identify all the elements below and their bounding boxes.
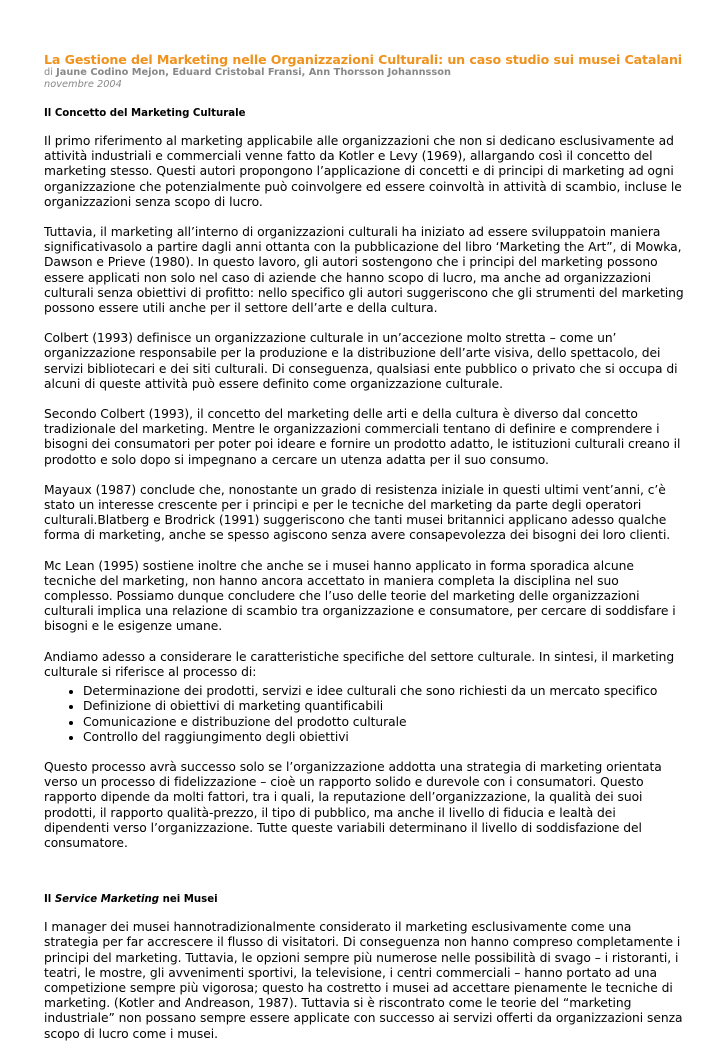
byline	[44, 67, 684, 79]
article-title: La Gestione del Marketing nelle Organizzazioni Culturali: un caso studio sui musei Catalani	[44, 52, 683, 67]
section-heading-service-marketing: Il Service Marketing nei Musei	[44, 894, 218, 906]
publication-date: novembre 2004	[44, 79, 122, 90]
paragraph: Colbert (1993) definisce un organizzazione culturale in un’accezione molto stretta – come un’ organizzazione responsabile per la produzione e la distribuzione dell’arte visiva, dello spettacolo, dei servizi bibliotecari e dei siti culturali. Di conseguenza, qualsiasi ente pubblico o privato che si occupa di alcuni di queste attività può essere definito come organizzazione culturale.	[44, 331, 678, 391]
list-item: • Definizione di obiettivi di marketing quantificabili	[83, 699, 684, 714]
list-item: • Controllo del raggiungimento degli obiettivi	[83, 730, 684, 745]
paragraph: Mc Lean (1995) sostiene inoltre che anche se i musei hanno applicato in forma sporadica alcune tecniche del marketing, non hanno ancora accettato in maniera completa la disciplina nel suo complesso. Possiamo dunque concludere che l’uso delle teorie del marketing delle organizzazioni culturali implica una relazione di scambio tra organizzazione e consumatore, per cercare di soddisfare i bisogni e le esigenze umane.	[44, 558, 676, 634]
paragraph: Questo processo avrà successo solo se l’organizzazione addotta una strategia di marketing orientata verso un processo di fidelizzazione – cioè un rapporto solido e durevole con i consumatori. Questo rapporto dipende da molti fattori, tra i quali, la reputazione dell’organizzazione, la qualità dei suoi prodotti, il rapporto qualità-prezzo, il tipo di pubblico, ma anche il livello di fiducia e lealtà dei dipendenti verso l’organizzazione. Tutte queste variabili determinano il livello di soddisfazione del consumatore.	[44, 759, 662, 850]
list-item: • Comunicazione e distribuzione del prodotto culturale	[83, 715, 684, 730]
paragraph: Andiamo adesso a considerare le caratteristiche specifiche del settore culturale. In sintesi, il marketing culturale si riferisce al processo di:	[44, 649, 675, 679]
paragraph: Tuttavia, il marketing all’interno di organizzazioni culturali ha iniziato ad essere sviluppatoin maniera significativasolo a partire dagli anni ottanta con la pubblicazione del libro ‘Marketing the Art”, di Mowka, Dawson e Prieve (1980). In questo lavoro, gli autori sostengono che i principi del marketing possono essere applicati non solo nel caso di aziende che hanno scopo di lucro, ma anche ad organizzazioni culturali senza obiettivi di profitto: nello specifico gli autori suggeriscono che gli strumenti del marketing possono essere utili anche per il settore dell’arte e della cultura.	[44, 225, 684, 316]
marketing-process-list	[44, 684, 684, 745]
paragraph: Il primo riferimento al marketing applicabile alle organizzazioni che non si dedicano esclusivamente ad attività industriali e commerciali venne fatto da Kotler e Levy (1969), allargando così il concetto del marketing stesso. Questi autori propongono l’applicazione di concetti e di principi di marketing ad ogni organizzazione che potenzialmente può coinvolgere ed essere coinvoltà in attività di scambio, incluse le organizzazioni senza scopo di lucro.	[44, 134, 682, 209]
section-heading-concept: Il Concetto del Marketing Culturale	[44, 108, 246, 119]
document-page	[44, 52, 684, 1042]
paragraph: I manager dei musei hannotradizionalmente considerato il marketing esclusivamente come una strategia per far accrescere il flusso di visitatori. Di conseguenza non hanno compreso completamente i principi del marketing. Tuttavia, le opzioni sempre più numerose nelle possibilità di svago – i ristoranti, i teatri, le mostre, gli avvenimenti sportivi, la televisione, i centri commerciali – hanno portato ad una competizione sempre più vigorosa; questo ha costretto i musei ad accettare pienamente le tecniche di marketing. (Kotler and Andreason, 1987). Tuttavia si è riscontrato come le teorie del “marketing industriale” non possano sempre essere applicate con successo ai servizi offerti da organizzazioni senza scopo di lucro come i musei.	[44, 920, 683, 1041]
paragraph: Mayaux (1987) conclude che, nonostante un grado di resistenza iniziale in questi ultimi vent’anni, c’è stato un interesse crescente per i principi e per le tecniche del marketing da parte degli operatori culturali.Blatberg e Brodrick (1991) suggeriscono che tanti musei britannici applicano adesso qualche forma di marketing, anche se spesso agiscono senza avere consapevolezza dei bisogni dei loro clienti.	[44, 482, 671, 543]
paragraph: Secondo Colbert (1993), il concetto del marketing delle arti e della cultura è diverso dal concetto tradizionale del marketing. Mentre le organizzazioni commerciali tentano di definire e comprendere i bisogni dei consumatori per poter poi ideare e fornire un prodotto adatto, le istituzioni culturali creano il prodotto e solo dopo si impegnano a cercare un utenza adatta per il suo consumo.	[44, 407, 681, 467]
authors: Jaune Codino Mejon, Eduard Cristobal Fransi, Ann Thorsson Johannsson	[56, 67, 451, 78]
byline-prefix: di	[44, 67, 53, 78]
list-item: • Determinazione dei prodotti, servizi e idee culturali che sono richiesti da un mercato specifico	[83, 684, 684, 699]
